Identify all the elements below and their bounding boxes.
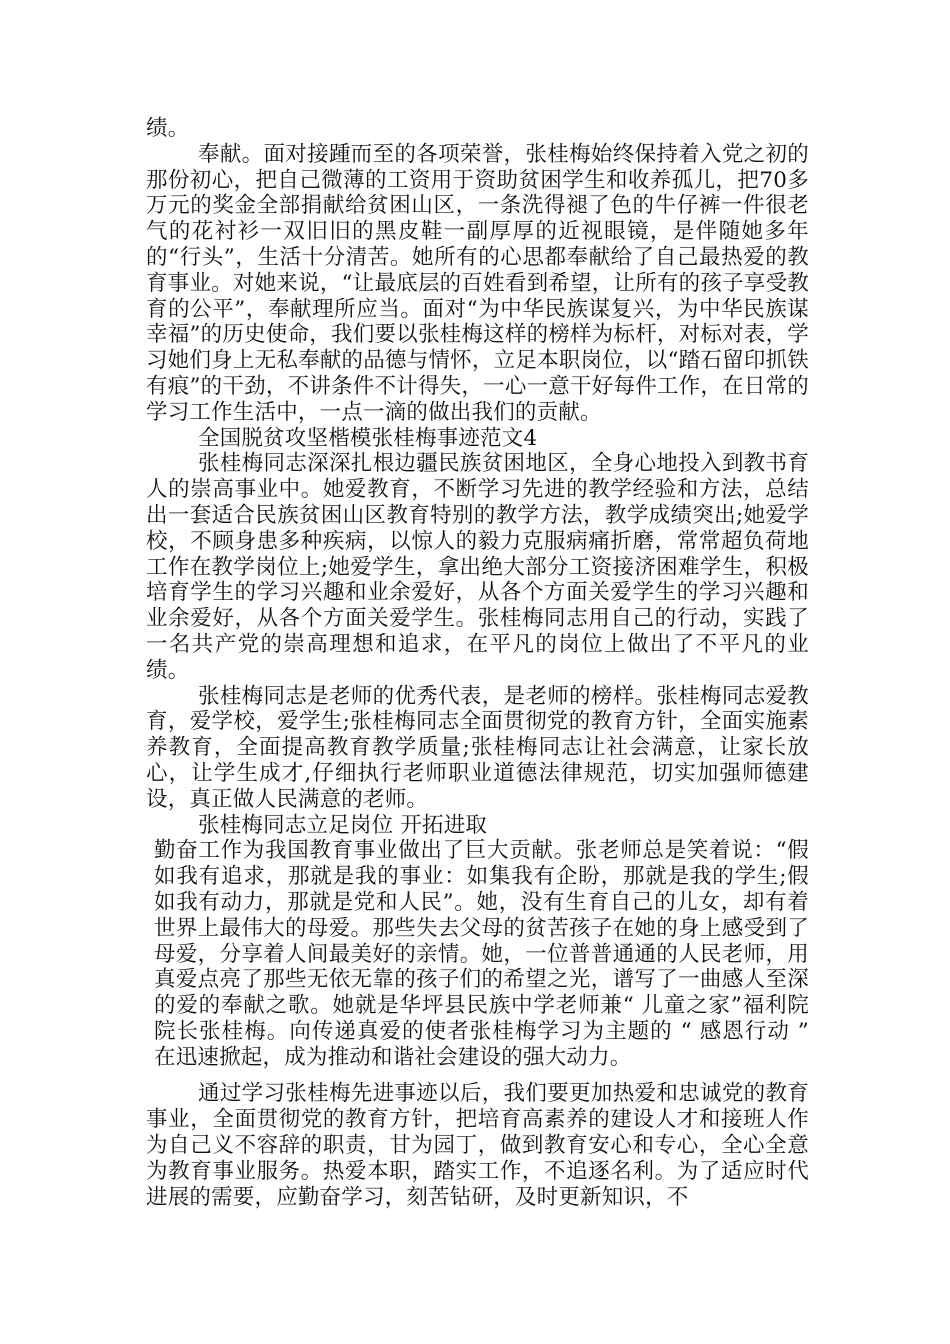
paragraph-dedication: 奉献。面对接踵而至的各项荣誉，张桂梅始终保持着入党之初的那份初心，把自己微薄的工资用于资助贫困学生和收养孤儿，把70多万元的奖金全部捐献给贫困山区，一条洗得褪了色的牛仔裤一件很老气的花衬衫一双旧旧的黑皮鞋一副厚厚的近视眼镜，是伴随她多年的“行头”，生活十分清苦。她所有的心思都奉献给了自己最热爱的教育事业。对她来说，“让最底层的百姓看到希望，让所有的孩子享受教育的公平”，奉献理所应当。面对“为中华民族谋复兴，为中华民族谋幸福”的历史使命，我们要以张桂梅这样的榜样为标杆，对标对表，学习她们身上无私奉献的品德与情怀，立足本职岗位，以“踏石留印抓铁有痕”的干劲，不讲条件不计得失，一心一意干好每件工作，在日常的学习工作生活中，一点一滴的做出我们的贡献。: [146, 141, 809, 425]
paragraph-hard-work: 勤奋工作为我国教育事业做出了巨大贡献。张老师总是笑着说：“假如我有追求，那就是我的事业：如集我有企盼，那就是我的学生;假如我有动力，那就是党和人民”。她，没有生育自己的儿女，却有着世界上最伟大的母爱。那些失去父母的贫苦孩子在她的身上感受到了母爱，分享着人间最美好的亲情。她，一位普普通通的人民老师，用真爱点亮了那些无依无靠的孩子们的希望之光，谱写了一曲感人至深的爱的奉献之歌。她就是华坪县民族中学老师兼“ 儿童之家”福利院院长张桂梅。向传递真爱的使者张桂梅学习为主题的 “ 感恩行动 ” 在迅速掀起，成为推动和谐社会建设的强大动力。: [154, 838, 809, 1070]
paragraph-learning: 通过学习张桂梅先进事迹以后，我们要更加热爱和忠诚党的教育事业，全面贯彻党的教育方针，把培育高素养的建设人才和接班人作为自己义不容辞的职责，甘为园丁，做到教育安心和专心，全心全意为教育事业服务。热爱本职，踏实工作，不追逐名利。为了适应时代进展的需要，应勤奋学习，刻苦钻研，及时更新知识，不: [146, 1081, 809, 1210]
section-heading-post: 张桂梅同志立足岗位 开拓进取: [198, 812, 488, 838]
document-page: [146, 116, 809, 1210]
section-heading-sample-4: 全国脱贫攻坚楷模张桂梅事迹范文4: [198, 425, 538, 451]
paragraph-border-region: 张桂梅同志深深扎根边疆民族贫困地区，全身心地投入到教书育人的崇高事业中。她爱教育，不断学习先进的教学经验和方法，总结出一套适合民族贫困山区教育特别的教学方法，教学成绩突出;她爱学校，不顾身患多种疾病，以惊人的毅力克服病痛折磨，常常超负荷地工作在教学岗位上;她爱学生，拿出绝大部分工资接济困难学生，积极培育学生的学习兴趣和业余爱好，从各个方面关爱学生的学习兴趣和业余爱好，从各个方面关爱学生。张桂梅同志用自己的行动，实践了一名共产党的崇高理想和追求，在平凡的岗位上做出了不平凡的业绩。: [146, 451, 809, 683]
paragraph-continuation: 绩。: [146, 116, 190, 141]
paragraph-teacher-model: 张桂梅同志是老师的优秀代表，是老师的榜样。张桂梅同志爱教育，爱学校，爱学生;张桂梅同志全面贯彻党的教育方针，全面实施素养教育，全面提高教育教学质量;张桂梅同志让社会满意，让家长放心，让学生成才,仔细执行老师职业道德法律规范，切实加强师德建设，真正做人民满意的老师。: [146, 683, 809, 812]
